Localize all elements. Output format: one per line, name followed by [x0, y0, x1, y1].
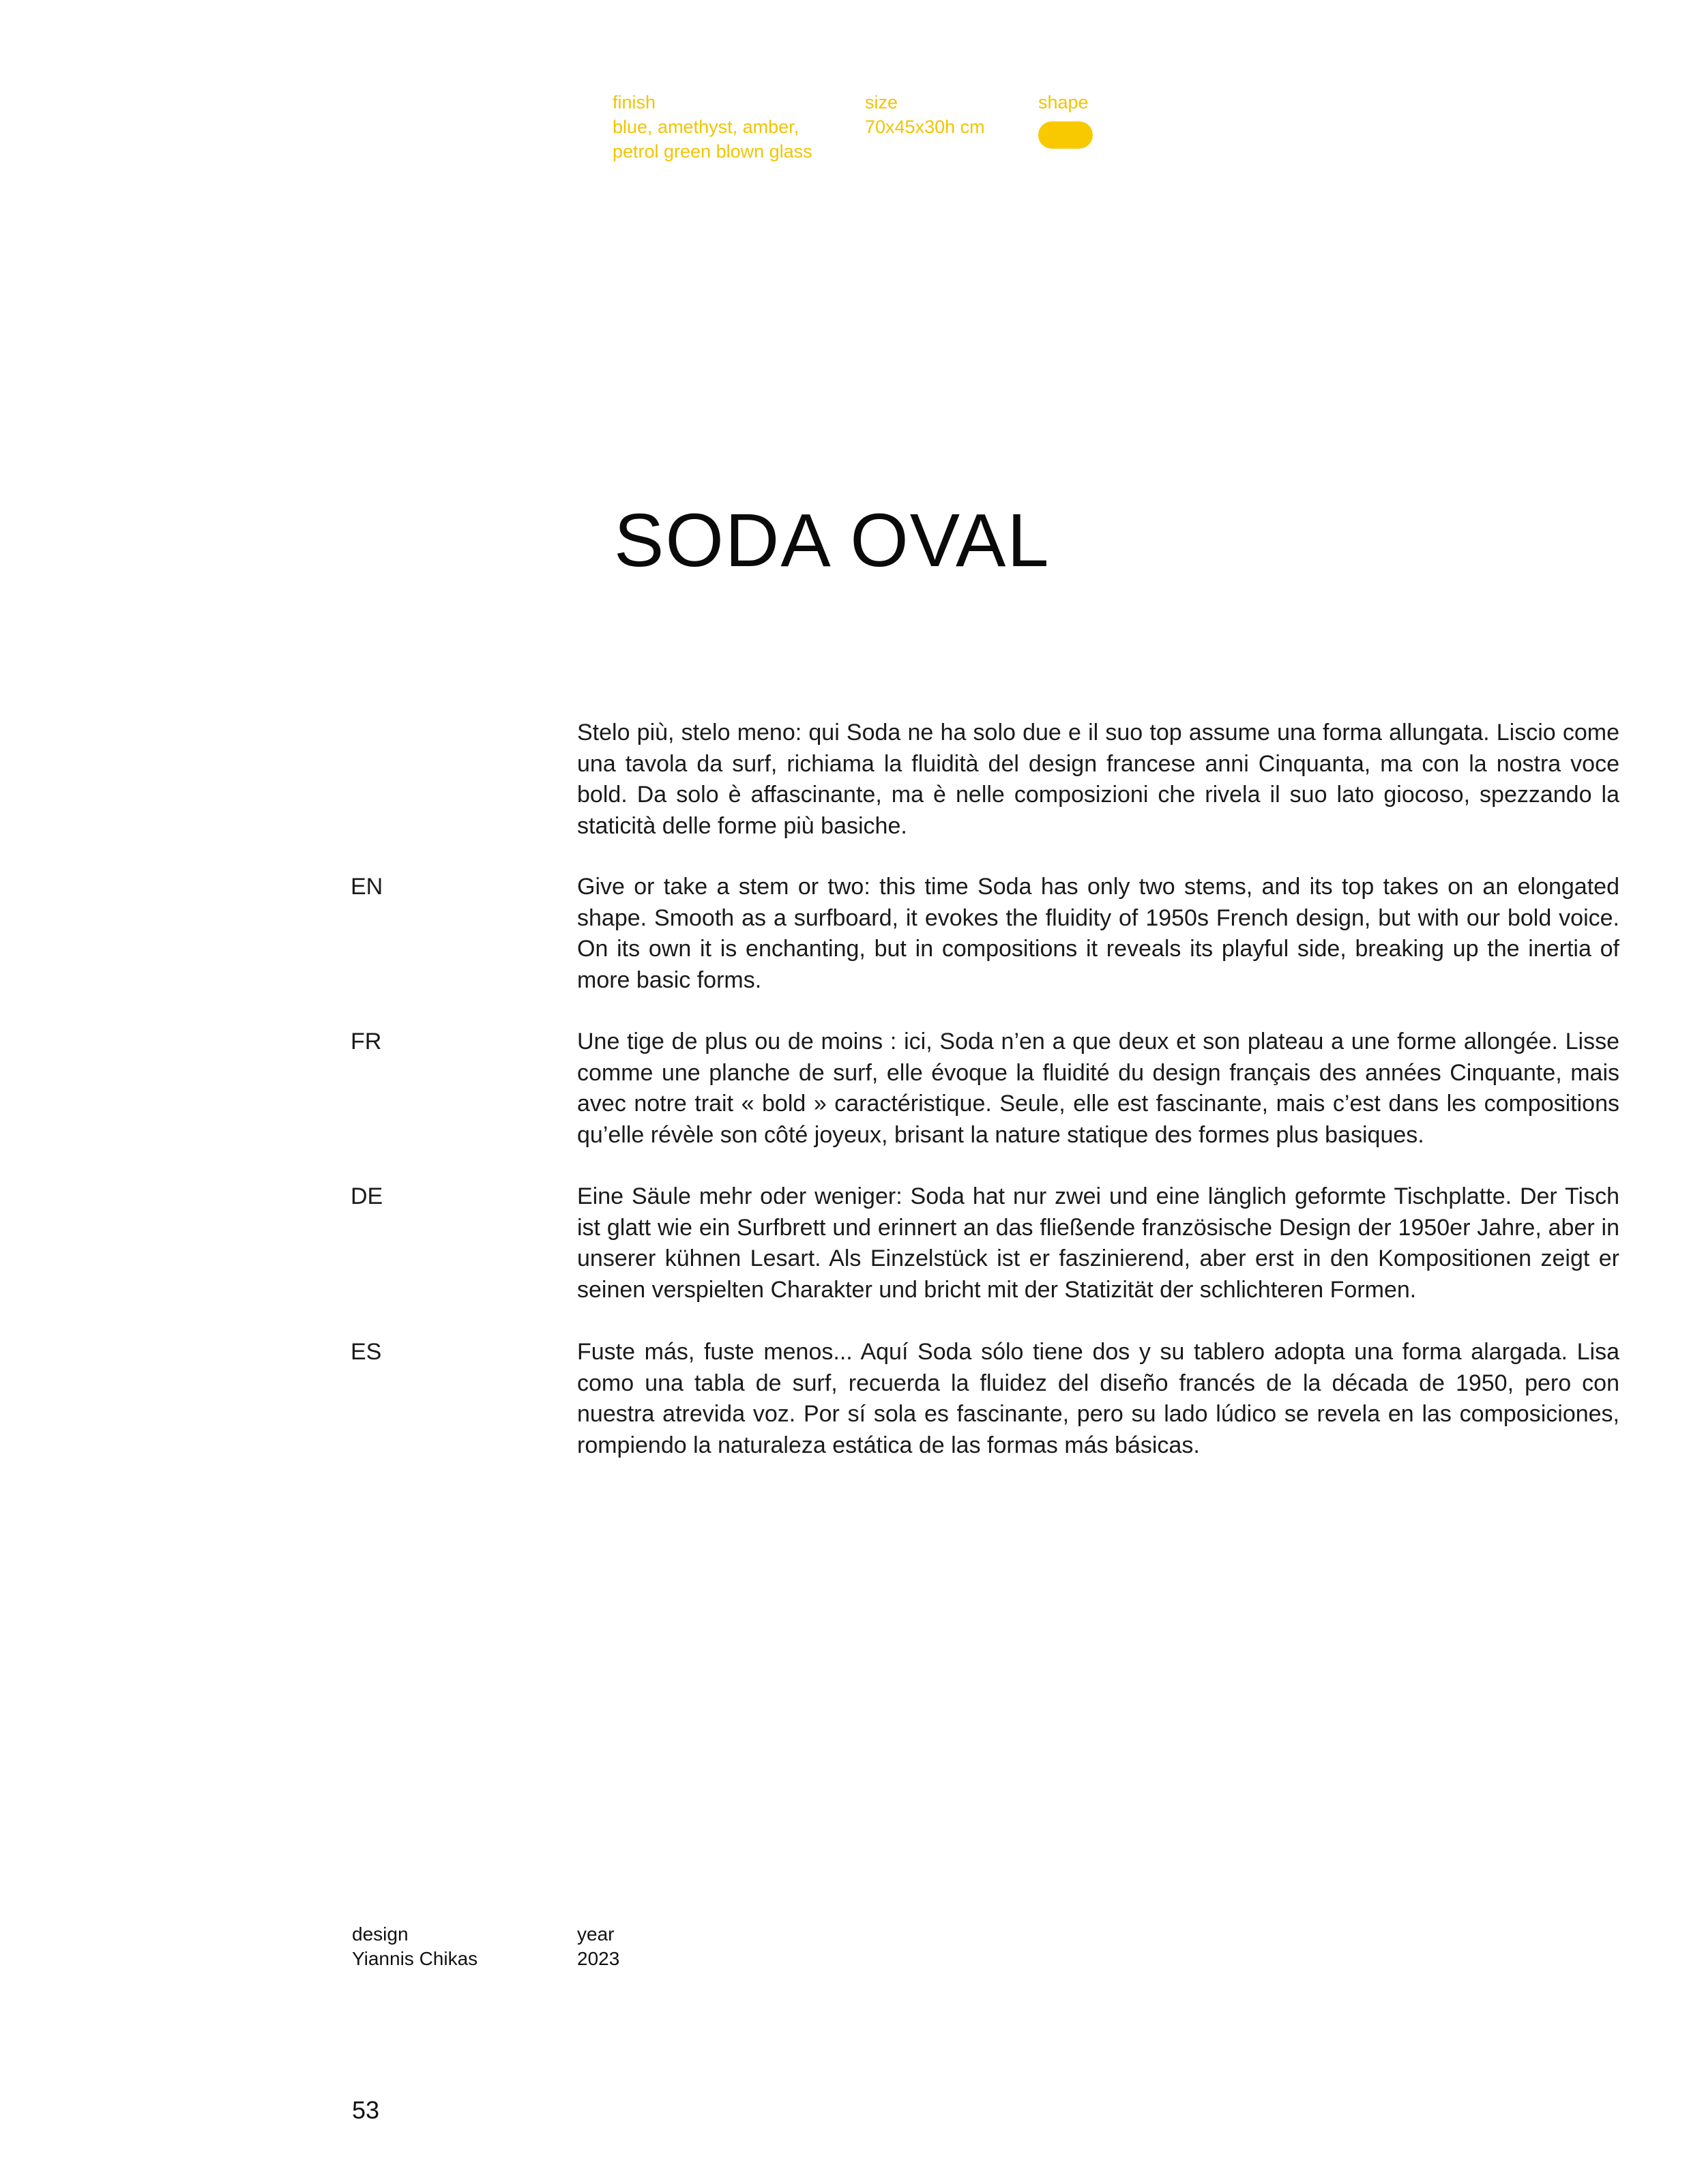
spec-size-label: size — [865, 92, 898, 113]
spec-finish-value-line1: blue, amethyst, amber, — [613, 117, 799, 137]
credit-year-value: 2023 — [577, 1948, 620, 1969]
credit-year — [577, 1922, 714, 1971]
description-it: Stelo più, stelo meno: qui Soda ne ha solo due e il suo top assume una forma allungata. Liscio come una tavola da surf, richiama la fluidità del design francese anni Cinquanta, ma con la nostra voce bold. Da solo è affascinante, ma è nelle composizioni che rivela il suo lato giocoso, spezzando la staticità delle forme più basiche. — [577, 720, 1619, 839]
oval-shape-icon — [1038, 121, 1093, 149]
description-en: Give or take a stem or two: this time Soda has only two stems, and its top takes on an elongated shape. Smooth as a surfboard, it evokes the fluidity of 1950s French design, but with our bold voice. On its own it is enchanting, but in compositions it reveals its playful side, breaking up the inertia of more basic forms. — [577, 874, 1619, 993]
page-number: 53 — [352, 2096, 380, 2124]
description-de: Eine Säule mehr oder weniger: Soda hat nur zwei und eine länglich geformte Tischplatte. Der Tisch ist glatt wie ein Surfbrett und erinnert an das fließende französische Design der 1950er Jahre, aber in unserer kühnen Lesart. Als Einzelstück ist er faszinierend, aber erst in den Kompositionen zeigt er seinen verspielten Charakter und bricht mit der Statizität der schlichteren Formen. — [577, 1183, 1619, 1303]
spec-size-value: 70x45x30h cm — [865, 117, 985, 137]
spec-shape — [1038, 90, 1120, 149]
credit-design — [352, 1922, 557, 1971]
language-label-fr: FR — [351, 1029, 382, 1054]
spec-finish-label: finish — [613, 92, 656, 113]
description-fr: Une tige de plus ou de moins : ici, Soda n’en a que deux et son plateau a une forme allongée. Lisse comme une planche de surf, elle évoque la fluidité du design français des années Cinquante, mais avec notre trait « bold » caractéristique. Seule, elle est fascinante, mais c’est dans les compositions qu’elle révèle son côté joyeux, brisant la nature statique des formes plus basiques. — [577, 1029, 1619, 1148]
spec-finish — [613, 90, 844, 164]
credit-design-label: design — [352, 1923, 409, 1945]
product-title: SODA OVAL — [614, 499, 1051, 582]
language-label-de: DE — [351, 1183, 383, 1209]
spec-shape-label: shape — [1038, 92, 1089, 113]
language-label-en: EN — [351, 874, 383, 900]
description-es: Fuste más, fuste menos... Aquí Soda sólo tiene dos y su tablero adopta una forma alargada. Lisa como una tabla de surf, recuerda la fluidez del diseño francés de la década de 1950, pero con nuestra atrevida voz. Por sí sola es fascinante, pero su lado lúdico se revela en las composiciones, rompiendo la naturaleza estática de las formas más básicas. — [577, 1339, 1619, 1458]
language-label-es: ES — [351, 1339, 382, 1365]
credit-design-value: Yiannis Chikas — [352, 1948, 478, 1969]
credit-year-label: year — [577, 1923, 615, 1945]
spec-finish-value-line2: petrol green blown glass — [613, 141, 812, 162]
spec-size — [865, 90, 1029, 139]
